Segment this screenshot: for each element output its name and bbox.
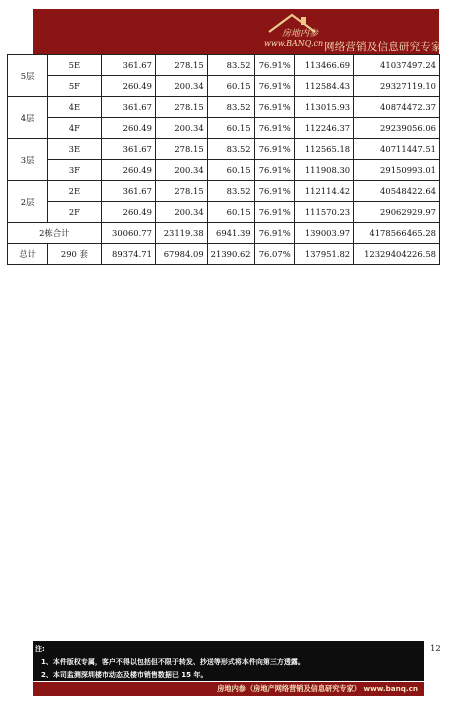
v3-cell: 6941.39 (207, 223, 254, 244)
subtotal-label: 2栋合计 (8, 223, 102, 244)
v2-cell: 278.15 (155, 139, 207, 160)
floor-cell: 2层 (8, 181, 48, 223)
v1-cell: 30060.77 (101, 223, 155, 244)
total-count: 290 套 (48, 244, 101, 265)
pct-cell: 76.91% (254, 223, 294, 244)
v2-cell: 278.15 (155, 55, 207, 76)
v2-cell: 200.34 (155, 202, 207, 223)
table-row (8, 55, 440, 76)
floor-cell: 3层 (8, 139, 48, 181)
v3-cell: 83.52 (207, 139, 254, 160)
pct-cell: 76.91% (254, 202, 294, 223)
price-cell: 113015.93 (294, 97, 353, 118)
pct-cell: 76.91% (254, 160, 294, 181)
v1-cell: 361.67 (101, 55, 155, 76)
total-cell: 29239056.06 (354, 118, 440, 139)
v1-cell: 361.67 (101, 97, 155, 118)
total-cell: 29150993.01 (354, 160, 440, 181)
unit-cell: 2F (48, 202, 101, 223)
logo-url: www.BANQ.cn (264, 39, 324, 48)
total-cell: 12329404226.58 (354, 244, 440, 265)
total-cell: 29327119.10 (354, 76, 440, 97)
floor-cell: 5层 (8, 55, 48, 97)
total-label: 总计 (8, 244, 48, 265)
unit-cell: 4F (48, 118, 101, 139)
table-row (8, 118, 440, 139)
price-cell: 112584.43 (294, 76, 353, 97)
v2-cell: 278.15 (155, 97, 207, 118)
price-cell: 111570.23 (294, 202, 353, 223)
table-row (8, 97, 440, 118)
sales-table (7, 54, 440, 265)
v2-cell: 278.15 (155, 181, 207, 202)
v1-cell: 361.67 (101, 139, 155, 160)
note-line-2: 2、本司监测深圳楼市动态及楼市销售数据已 15 年。 (41, 671, 208, 679)
logo-tagline: 网络营销及信息研究专家 (324, 41, 442, 53)
pct-cell: 76.07% (254, 244, 294, 265)
v3-cell: 60.15 (207, 76, 254, 97)
grand-total-row (8, 244, 440, 265)
table-row (8, 202, 440, 223)
unit-cell: 5E (48, 55, 101, 76)
unit-cell: 4E (48, 97, 101, 118)
v2-cell: 200.34 (155, 160, 207, 181)
subtotal-row (8, 223, 440, 244)
unit-cell: 3F (48, 160, 101, 181)
unit-cell: 5F (48, 76, 101, 97)
note-line-1: 1、本件版权专属，客户不得以包括但不限于转发、抄送等形式将本件向第三方透露。 (41, 658, 305, 666)
price-cell: 112114.42 (294, 181, 353, 202)
v1-cell: 260.49 (101, 160, 155, 181)
v2-cell: 200.34 (155, 76, 207, 97)
total-cell: 40711447.51 (354, 139, 440, 160)
v3-cell: 21390.62 (207, 244, 254, 265)
price-cell: 112246.37 (294, 118, 353, 139)
table-row (8, 76, 440, 97)
pct-cell: 76.91% (254, 97, 294, 118)
footer-bar-text: 房地内参（房地产网络营销及信息研究专家） www.banq.cn (217, 684, 418, 693)
footer-bar (33, 682, 424, 696)
logo (262, 12, 442, 53)
pct-cell: 76.91% (254, 76, 294, 97)
total-cell: 29062929.97 (354, 202, 440, 223)
floor-cell: 4层 (8, 97, 48, 139)
v1-cell: 89374.71 (101, 244, 155, 265)
price-cell: 137951.82 (294, 244, 353, 265)
total-cell: 40548422.64 (354, 181, 440, 202)
total-cell: 41037497.24 (354, 55, 440, 76)
v3-cell: 83.52 (207, 55, 254, 76)
pct-cell: 76.91% (254, 55, 294, 76)
pct-cell: 76.91% (254, 181, 294, 202)
price-cell: 113466.69 (294, 55, 353, 76)
unit-cell: 3E (48, 139, 101, 160)
v3-cell: 83.52 (207, 181, 254, 202)
total-cell: 4178566465.28 (354, 223, 440, 244)
pct-cell: 76.91% (254, 139, 294, 160)
logo-script: 房地内参 (282, 29, 319, 39)
table-row (8, 181, 440, 202)
footer-notes (33, 641, 424, 681)
v3-cell: 60.15 (207, 160, 254, 181)
v3-cell: 60.15 (207, 118, 254, 139)
v2-cell: 200.34 (155, 118, 207, 139)
price-cell: 111908.30 (294, 160, 353, 181)
v3-cell: 60.15 (207, 202, 254, 223)
v2-cell: 23119.38 (155, 223, 207, 244)
v2-cell: 67984.09 (155, 244, 207, 265)
total-cell: 40874472.37 (354, 97, 440, 118)
price-cell: 139003.97 (294, 223, 353, 244)
v3-cell: 83.52 (207, 97, 254, 118)
v1-cell: 361.67 (101, 181, 155, 202)
note-label: 注: (35, 645, 45, 653)
price-cell: 112565.18 (294, 139, 353, 160)
table-row (8, 160, 440, 181)
table-row (8, 139, 440, 160)
unit-cell: 2E (48, 181, 101, 202)
pct-cell: 76.91% (254, 118, 294, 139)
page-number: 12 (430, 644, 441, 654)
v1-cell: 260.49 (101, 76, 155, 97)
v1-cell: 260.49 (101, 118, 155, 139)
v1-cell: 260.49 (101, 202, 155, 223)
